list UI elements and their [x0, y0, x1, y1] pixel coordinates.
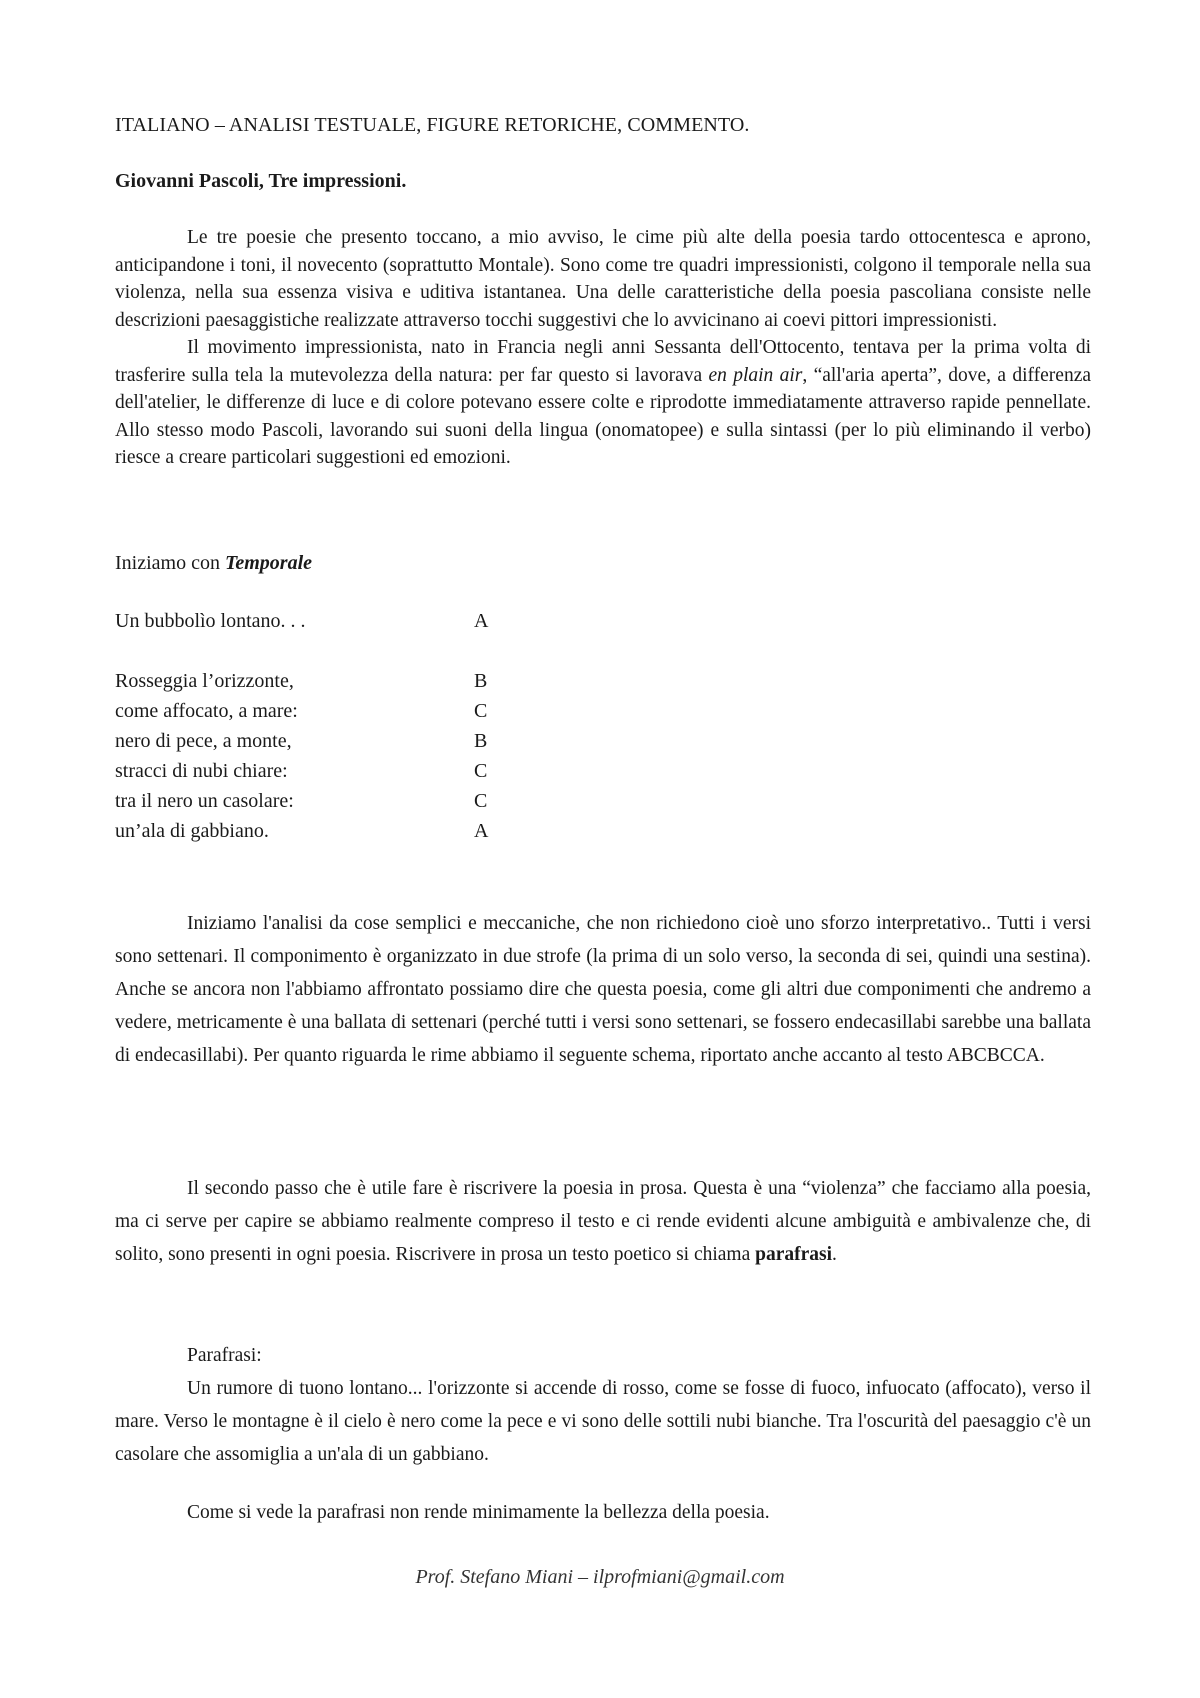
poem-verse: [115, 730, 488, 760]
verse-text: nero di pece, a monte,: [115, 730, 292, 752]
section-title: Giovanni Pascoli, Tre impressioni.: [115, 170, 407, 192]
paraphrase-explanation: [115, 1172, 1091, 1271]
intro-paragraph-2: [115, 334, 1091, 472]
poem-verse: [115, 820, 489, 850]
verse-text: Un bubbolìo lontano. . .: [115, 610, 306, 632]
paraphrase-label: [115, 1339, 1091, 1372]
poem-intro-prefix: Iniziamo con: [115, 552, 225, 574]
verse-text: tra il nero un casolare:: [115, 790, 294, 812]
intro-paragraph-1: Le tre poesie che presento toccano, a mio avviso, le cime più alte della poesia tardo ottocentesca e aprono, anticipandone i toni, il novecento (soprattutto Montale). Sono come tre quadri impressionisti, colgono il temporale nella sua violenza, nella sua essenza visiva e uditiva istantanea. Una delle caratteristiche della poesia pascoliana consiste nelle descrizioni paesaggistiche realizzate attraverso tocchi suggestivi che lo avvicinano ai coevi pittori impressionisti.: [115, 227, 1091, 331]
rhyme-letter: A: [474, 610, 489, 632]
verse-text: come affocato, a mare:: [115, 700, 298, 722]
rhyme-letter: B: [474, 670, 488, 692]
conclusion-text: Come si vede la parafrasi non rende minimamente la bellezza della poesia.: [187, 1502, 770, 1523]
verse-text: un’ala di gabbiano.: [115, 820, 269, 842]
poem-title: Temporale: [224, 552, 312, 574]
conclusion-line: [115, 1502, 1091, 1524]
verse-text: Rosseggia l’orizzonte,: [115, 670, 294, 692]
intro-paragraph-2-part-a: Il movimento impressionista, nato in Francia negli anni Sessanta dell'Ottocento, tentava per la prima volta di trasferire sulla tela la mutevolezza della natura: per far questo si lavorava: [115, 337, 1091, 386]
poem-verse: [115, 670, 488, 700]
paraphrase-label-text: Parafrasi:: [187, 1345, 262, 1366]
poem-verse: [115, 610, 489, 640]
poem-intro-line: [115, 552, 1091, 575]
second-step-text-b: .: [832, 1244, 837, 1265]
verse-text: stracci di nubi chiare:: [115, 760, 288, 782]
poem-verse: [115, 760, 488, 790]
second-step-text-a: Il secondo passo che è utile fare è riscrivere la poesia in prosa. Questa è una “violenza” che facciamo alla poesia, ma ci serve per capire se abbiamo realmente compreso il testo e ci rende evidenti alcune ambiguità e ambivalenze che, di solito, sono presenti in ogni poesia. Riscrivere in prosa un testo poetico si chiama: [115, 1178, 1091, 1265]
rhyme-letter: A: [474, 820, 489, 842]
paraphrase-text: Un rumore di tuono lontano... l'orizzonte si accende di rosso, come se fosse di fuoco, infuocato (affocato), verso il mare. Verso le montagne è il cielo è nero come la pece e vi sono delle sottili nubi bianche. Tra l'oscurità del paesaggio c'è un casolare che assomiglia a un'ala di un gabbiano.: [115, 1378, 1091, 1465]
rhyme-letter: B: [474, 730, 488, 752]
rhyme-letter: C: [474, 760, 488, 782]
intro-section: [115, 224, 1091, 472]
intro-italic-term: en plain air: [708, 364, 803, 386]
second-step-paragraph: [115, 1172, 1091, 1271]
document-heading: ITALIANO – ANALISI TESTUALE, FIGURE RETORICHE, COMMENTO.: [115, 114, 750, 136]
paraphrase-term: parafrasi: [755, 1244, 833, 1265]
footer-author: Prof. Stefano Miani – ilprofmiani@gmail.com: [415, 1566, 785, 1588]
poem-verse: [115, 790, 488, 820]
rhyme-letter: C: [474, 700, 488, 722]
analysis-section: [115, 907, 1091, 1072]
rhyme-letter: C: [474, 790, 488, 812]
intro-paragraph-2-part-b: , “all'aria aperta”, dove, a differenza dell'atelier, le differenze di luce e di colore potevano essere colte e riprodotte immediatamente attraverso rapide pennellate. Allo stesso modo Pascoli, lavorando sui suoni della lingua (onomatopee) e sulla sintassi (per lo più eliminando il verbo) riesce a creare particolari suggestioni ed emozioni.: [115, 364, 1092, 468]
paraphrase-section: [115, 1372, 1091, 1471]
analysis-paragraph: Iniziamo l'analisi da cose semplici e meccaniche, che non richiedono cioè uno sforzo interpretativo.. Tutti i versi sono settenari. Il componimento è organizzato in due strofe (la prima di un solo verso, la seconda di sei, quindi una sestina). Anche se ancora non l'abbiamo affrontato possiamo dire che questa poesia, come gli altri due componimenti che andremo a vedere, metricamente è una ballata di settenari (perché tutti i versi sono settenari, se fossero endecasillabi sarebbe una ballata di endecasillabi). Per quanto riguarda le rime abbiamo il seguente schema, riportato anche accanto al testo ABCBCCA.: [115, 913, 1091, 1066]
poem-verse: [115, 700, 488, 730]
